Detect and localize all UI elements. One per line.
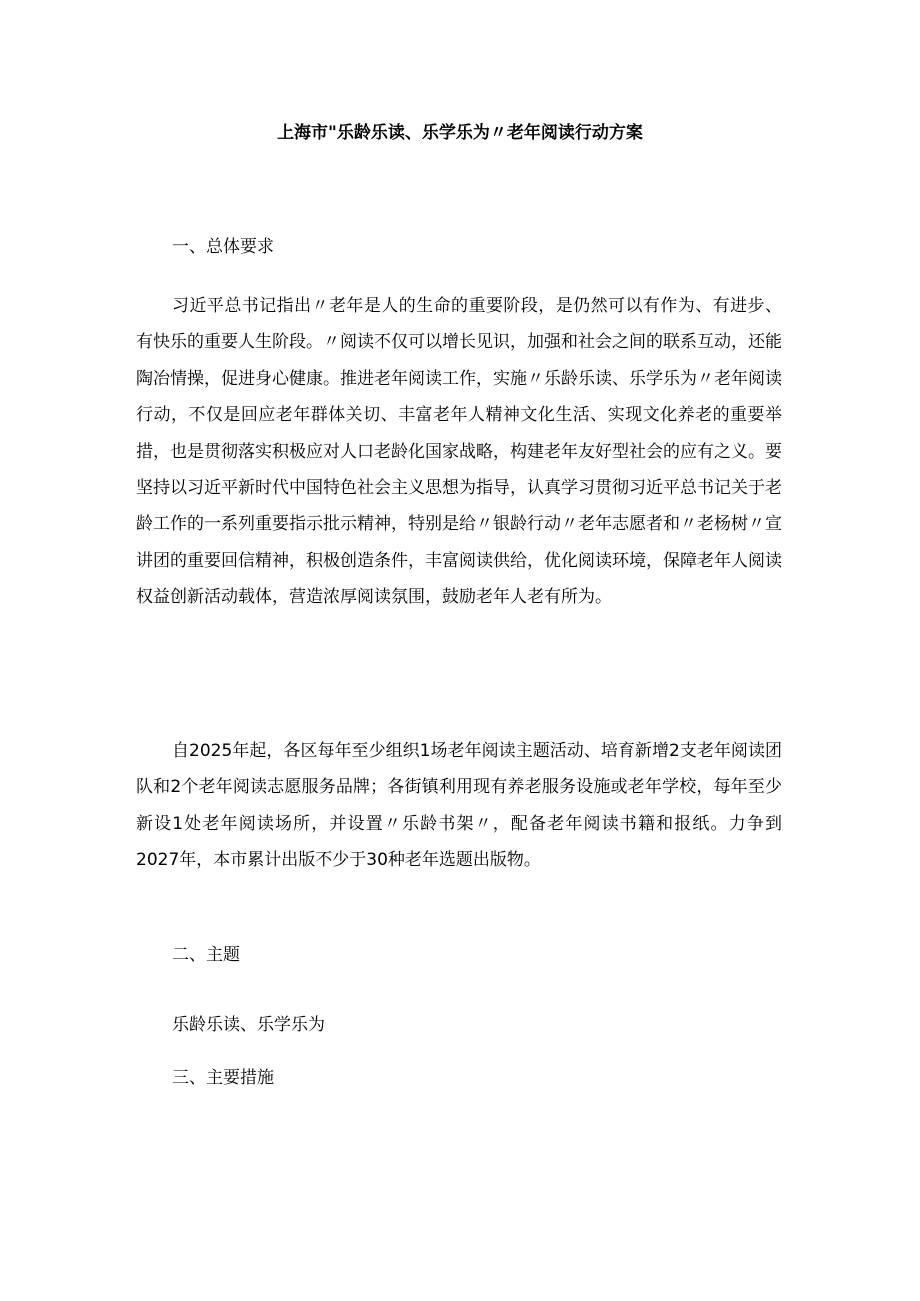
body-paragraph: 习近平总书记指出〃老年是人的生命的重要阶段，是仍然可以有作为、有进步、有快乐的重要人生阶段。〃阅读不仅可以增长见识，加强和社会之间的联系互动，还能陶冶情操，促进身心健康。推进老年阅读工作，实施〃乐龄乐读、乐学乐为〃老年阅读行动，不仅是回应老年群体关切、丰富老年人精神文化生活、实现文化养老的重要举措，也是贯彻落实积极应对人口老龄化国家战略，构建老年友好型社会的应有之义。要坚持以习近平新时代中国特色社会主义思想为指导，认真学习贯彻习近平总书记关于老龄工作的一系列重要指示批示精神，特别是给〃银龄行动〃老年志愿者和〃老杨树〃宣讲团的重要回信精神，积极创造条件，丰富阅读供给，优化阅读环境，保障老年人阅读权益创新活动载体，营造浓厚阅读氛围，鼓励老年人老有所为。 xyxy=(136,296,782,608)
section-heading-general-requirements: 一、总体要求 xyxy=(172,237,274,257)
section-heading-main-measures: 三、主要措施 xyxy=(172,1068,274,1088)
section-heading-theme: 二、主题 xyxy=(172,945,240,965)
body-paragraph: 自2025年起，各区每年至少组织1场老年阅读主题活动、培育新增2支老年阅读团队和2个老年阅读志愿服务品牌；各街镇利用现有养老服务设施或老年学校，每年至少新设1处老年阅读场所，并设置〃乐龄书架〃，配备老年阅读书籍和报纸。力争到2027年，本市累计出版不少于30种老年选题出版物。 xyxy=(136,741,782,871)
theme-text: 乐龄乐读、乐学乐为 xyxy=(172,1015,325,1035)
document-title: 上海市"乐龄乐读、乐学乐为〃老年阅读行动方案 xyxy=(277,123,643,143)
